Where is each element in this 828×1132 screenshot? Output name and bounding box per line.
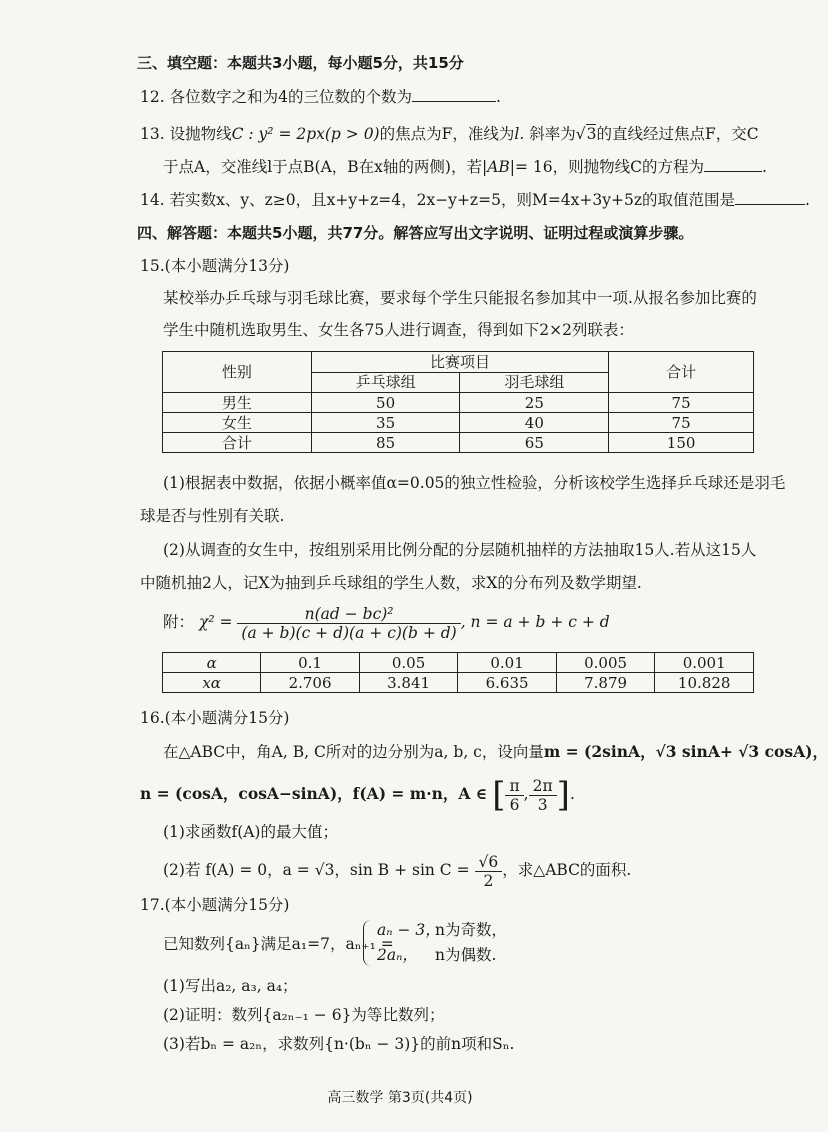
chi-n-def: , n = a + b + c + d xyxy=(460,613,610,631)
q13-text-b: 的焦点为F，准线为 xyxy=(379,125,515,143)
table-cell: 10.828 xyxy=(655,673,754,693)
q16-sub-2-a: (2)若 f(A) = 0，a = √3，sin B + sin C = xyxy=(163,861,470,879)
q16-frac-num: √6 xyxy=(475,853,503,872)
table-cell: 女生 xyxy=(163,413,312,433)
table-cell: 0.01 xyxy=(458,653,557,673)
q17-sub-3: (3)若bₙ = a₂ₙ，求数列{n·(bₙ − 3)}的前n项和Sₙ. xyxy=(163,1035,515,1053)
q13-abs-ab: |AB| xyxy=(481,158,515,176)
q16-vector-m: m = (2sinA，√3 sinA+ √3 cosA)， xyxy=(543,742,828,761)
header-pingpong: 乒乓球组 xyxy=(311,372,460,393)
table-cell: 合计 xyxy=(163,433,312,453)
q13-number: 13. xyxy=(140,125,165,143)
chi-square-formula xyxy=(163,602,610,646)
q15-paragraph-2: 学生中随机选取男生、女生各75人进行调查，得到如下2×2列联表： xyxy=(163,321,634,339)
q12-number: 12. xyxy=(140,88,165,106)
q15-score: (本小题满分13分) xyxy=(164,257,290,275)
q16-vector-n: n = (cosA，cosA−sinA)，f(A) = m·n，A ∈ xyxy=(140,784,488,803)
q16-sub-2-b: ，求△ABC的面积. xyxy=(502,861,632,879)
table-cell: 3.841 xyxy=(359,673,458,693)
table-cell: 75 xyxy=(609,413,754,433)
section-title-fill-in: 三、填空题：本题共3小题，每小题5分，共15分 xyxy=(137,54,464,72)
q13-directrix: l. xyxy=(514,125,525,143)
page-footer: 高三数学 第3页(共4页) xyxy=(327,1090,473,1106)
q16-fraction xyxy=(475,853,503,890)
question-13-line2 xyxy=(163,157,767,177)
interval-right-den: 3 xyxy=(537,795,548,814)
interval-left-num: π xyxy=(505,777,523,796)
q14-end: . xyxy=(805,191,810,209)
question-13-line1: 13. 设抛物线C : y² = 2px(p > 0)的焦点为F，准线为l. 斜率为√3的直线经过焦点F，交C xyxy=(140,125,759,143)
q13-end: . xyxy=(762,158,767,176)
interval-left-den: 6 xyxy=(509,795,520,814)
q17-score: (本小题满分15分) xyxy=(164,896,290,914)
table-cell: xα xyxy=(163,673,261,693)
case-odd-cond: n为奇数， xyxy=(435,921,507,939)
q15-sub-1-line2: 球是否与性别有关联. xyxy=(140,507,285,525)
q17-number: 17. xyxy=(140,896,165,914)
case-brace xyxy=(363,920,374,966)
table-cell: α xyxy=(163,653,261,673)
q13-text-a: 设抛物线 xyxy=(169,125,232,143)
q13-parabola-eq: C : y² = 2px(p > 0) xyxy=(231,125,380,143)
q16-line2: n = (cosA，cosA−sinA)，f(A) = m·n，A ∈ [ $\frac{\pi}{6}$ , $\frac{2\pi}{3}$ ]. xyxy=(140,775,575,815)
question-14 xyxy=(140,190,810,210)
question-17-header xyxy=(140,895,289,915)
table-cell: 6.635 xyxy=(458,673,557,693)
table-row xyxy=(163,653,754,673)
header-project: 比赛项目 xyxy=(311,352,608,373)
chi-symbol: χ² = xyxy=(198,613,233,631)
table-cell: 50 xyxy=(311,393,460,413)
right-bracket: ] xyxy=(556,775,570,815)
q16-score: (本小题满分15分) xyxy=(164,709,290,727)
question-16-header xyxy=(140,708,289,728)
header-total: 合计 xyxy=(609,352,754,393)
table-cell: 0.05 xyxy=(359,653,458,673)
q15-sub-2-line1: (2)从调查的女生中，按组别采用比例分配的分层随机抽样的方法抽取15人.若从这15人 xyxy=(163,541,757,559)
q16-frac-den: 2 xyxy=(483,871,494,890)
case-odd xyxy=(377,920,507,940)
table-row xyxy=(163,393,754,413)
section-title-solutions: 四、解答题：本题共5小题，共77分。解答应写出文字说明、证明过程或演算步骤。 xyxy=(137,224,694,242)
table-cell: 2.706 xyxy=(261,673,360,693)
q17-sub-1: (1)写出a₂, a₃, a₄； xyxy=(163,977,298,995)
q15-sub-1-line1: (1)根据表中数据，依据小概率值α=0.05的独立性检验，分析该校学生选择乒乓球还是羽毛 xyxy=(163,474,786,492)
case-even-cond: n为偶数. xyxy=(435,946,497,964)
q16-text-a: 在△ABC中，角A, B, C所对的边分别为a, b, c，设向量 xyxy=(163,743,544,761)
q13-text-c: 斜率为 xyxy=(529,125,576,143)
interval-right xyxy=(529,777,557,814)
table-cell: 0.1 xyxy=(261,653,360,673)
q17-line1: 已知数列{aₙ}满足a₁=7，aₙ₊₁ = xyxy=(163,935,394,953)
attach-label: 附： xyxy=(163,613,195,631)
contingency-table xyxy=(162,351,754,453)
header-badminton: 羽毛球组 xyxy=(460,372,609,393)
table-cell: 75 xyxy=(609,393,754,413)
q14-answer-blank[interactable] xyxy=(735,190,805,205)
q13-answer-blank[interactable] xyxy=(704,157,762,172)
q15-sub-2-line2: 中随机抽2人，记X为抽到乒乓球组的学生人数，求X的分布列及数学期望. xyxy=(140,574,642,592)
chi-numerator: n(ad − bc)² xyxy=(237,605,460,624)
table-cell: 150 xyxy=(609,433,754,453)
interval-left xyxy=(505,777,523,814)
table-cell: 40 xyxy=(460,413,609,433)
table-cell: 7.879 xyxy=(556,673,655,693)
table-cell: 男生 xyxy=(163,393,312,413)
q12-text: 各位数字之和为4的三位数的个数为 xyxy=(169,88,412,106)
q15-paragraph-1: 某校举办乒乓球与羽毛球比赛，要求每个学生只能报名参加其中一项.从报名参加比赛的 xyxy=(163,289,757,307)
chi-fraction xyxy=(237,605,460,642)
table-cell: 35 xyxy=(311,413,460,433)
table-cell: 0.005 xyxy=(556,653,655,673)
q12-end: . xyxy=(495,88,501,106)
table-cell: 65 xyxy=(460,433,609,453)
table-cell: 85 xyxy=(311,433,460,453)
case-even xyxy=(377,945,496,965)
left-bracket: [ xyxy=(492,775,506,815)
q13-text-f: = 16，则抛物线C的方程为 xyxy=(515,158,704,176)
q16-sub-1: (1)求函数f(A)的最大值； xyxy=(163,823,338,841)
q14-number: 14. xyxy=(140,191,165,209)
q15-number: 15. xyxy=(140,257,165,275)
q17-sub-2: (2)证明：数列{a₂ₙ₋₁ − 6}为等比数列； xyxy=(163,1006,445,1024)
q13-text-d: 的直线经过焦点F，交C xyxy=(596,125,759,143)
q16-line2-end: . xyxy=(569,785,575,803)
critical-value-table xyxy=(162,652,754,693)
q14-text: 若实数x、y、z≥0，且x+y+z=4，2x−y+z=5，则M=4x+3y+5z的取值范围是 xyxy=(169,191,736,209)
case-even-expr: 2aₙ， xyxy=(377,946,418,964)
table-cell: 0.001 xyxy=(655,653,754,673)
interval-right-num: 2π xyxy=(529,777,557,796)
q16-sub-2 xyxy=(163,850,631,894)
q16-number: 16. xyxy=(140,709,165,727)
table-cell: 25 xyxy=(460,393,609,413)
q12-answer-blank[interactable] xyxy=(412,87,496,102)
table-row xyxy=(163,673,754,693)
q16-line1 xyxy=(163,742,828,762)
table-row xyxy=(163,433,754,453)
question-15-header xyxy=(140,256,289,276)
q13-text-e: 于点A，交准线l于点B(A，B在x轴的两侧)，若 xyxy=(163,158,482,176)
table-row xyxy=(163,413,754,433)
header-gender: 性别 xyxy=(163,352,312,393)
case-odd-expr: aₙ − 3， xyxy=(377,921,441,939)
q13-slope-sqrt: 3 xyxy=(586,125,597,143)
chi-denominator: (a + b)(c + d)(a + c)(b + d) xyxy=(241,623,457,642)
question-12 xyxy=(140,87,501,107)
